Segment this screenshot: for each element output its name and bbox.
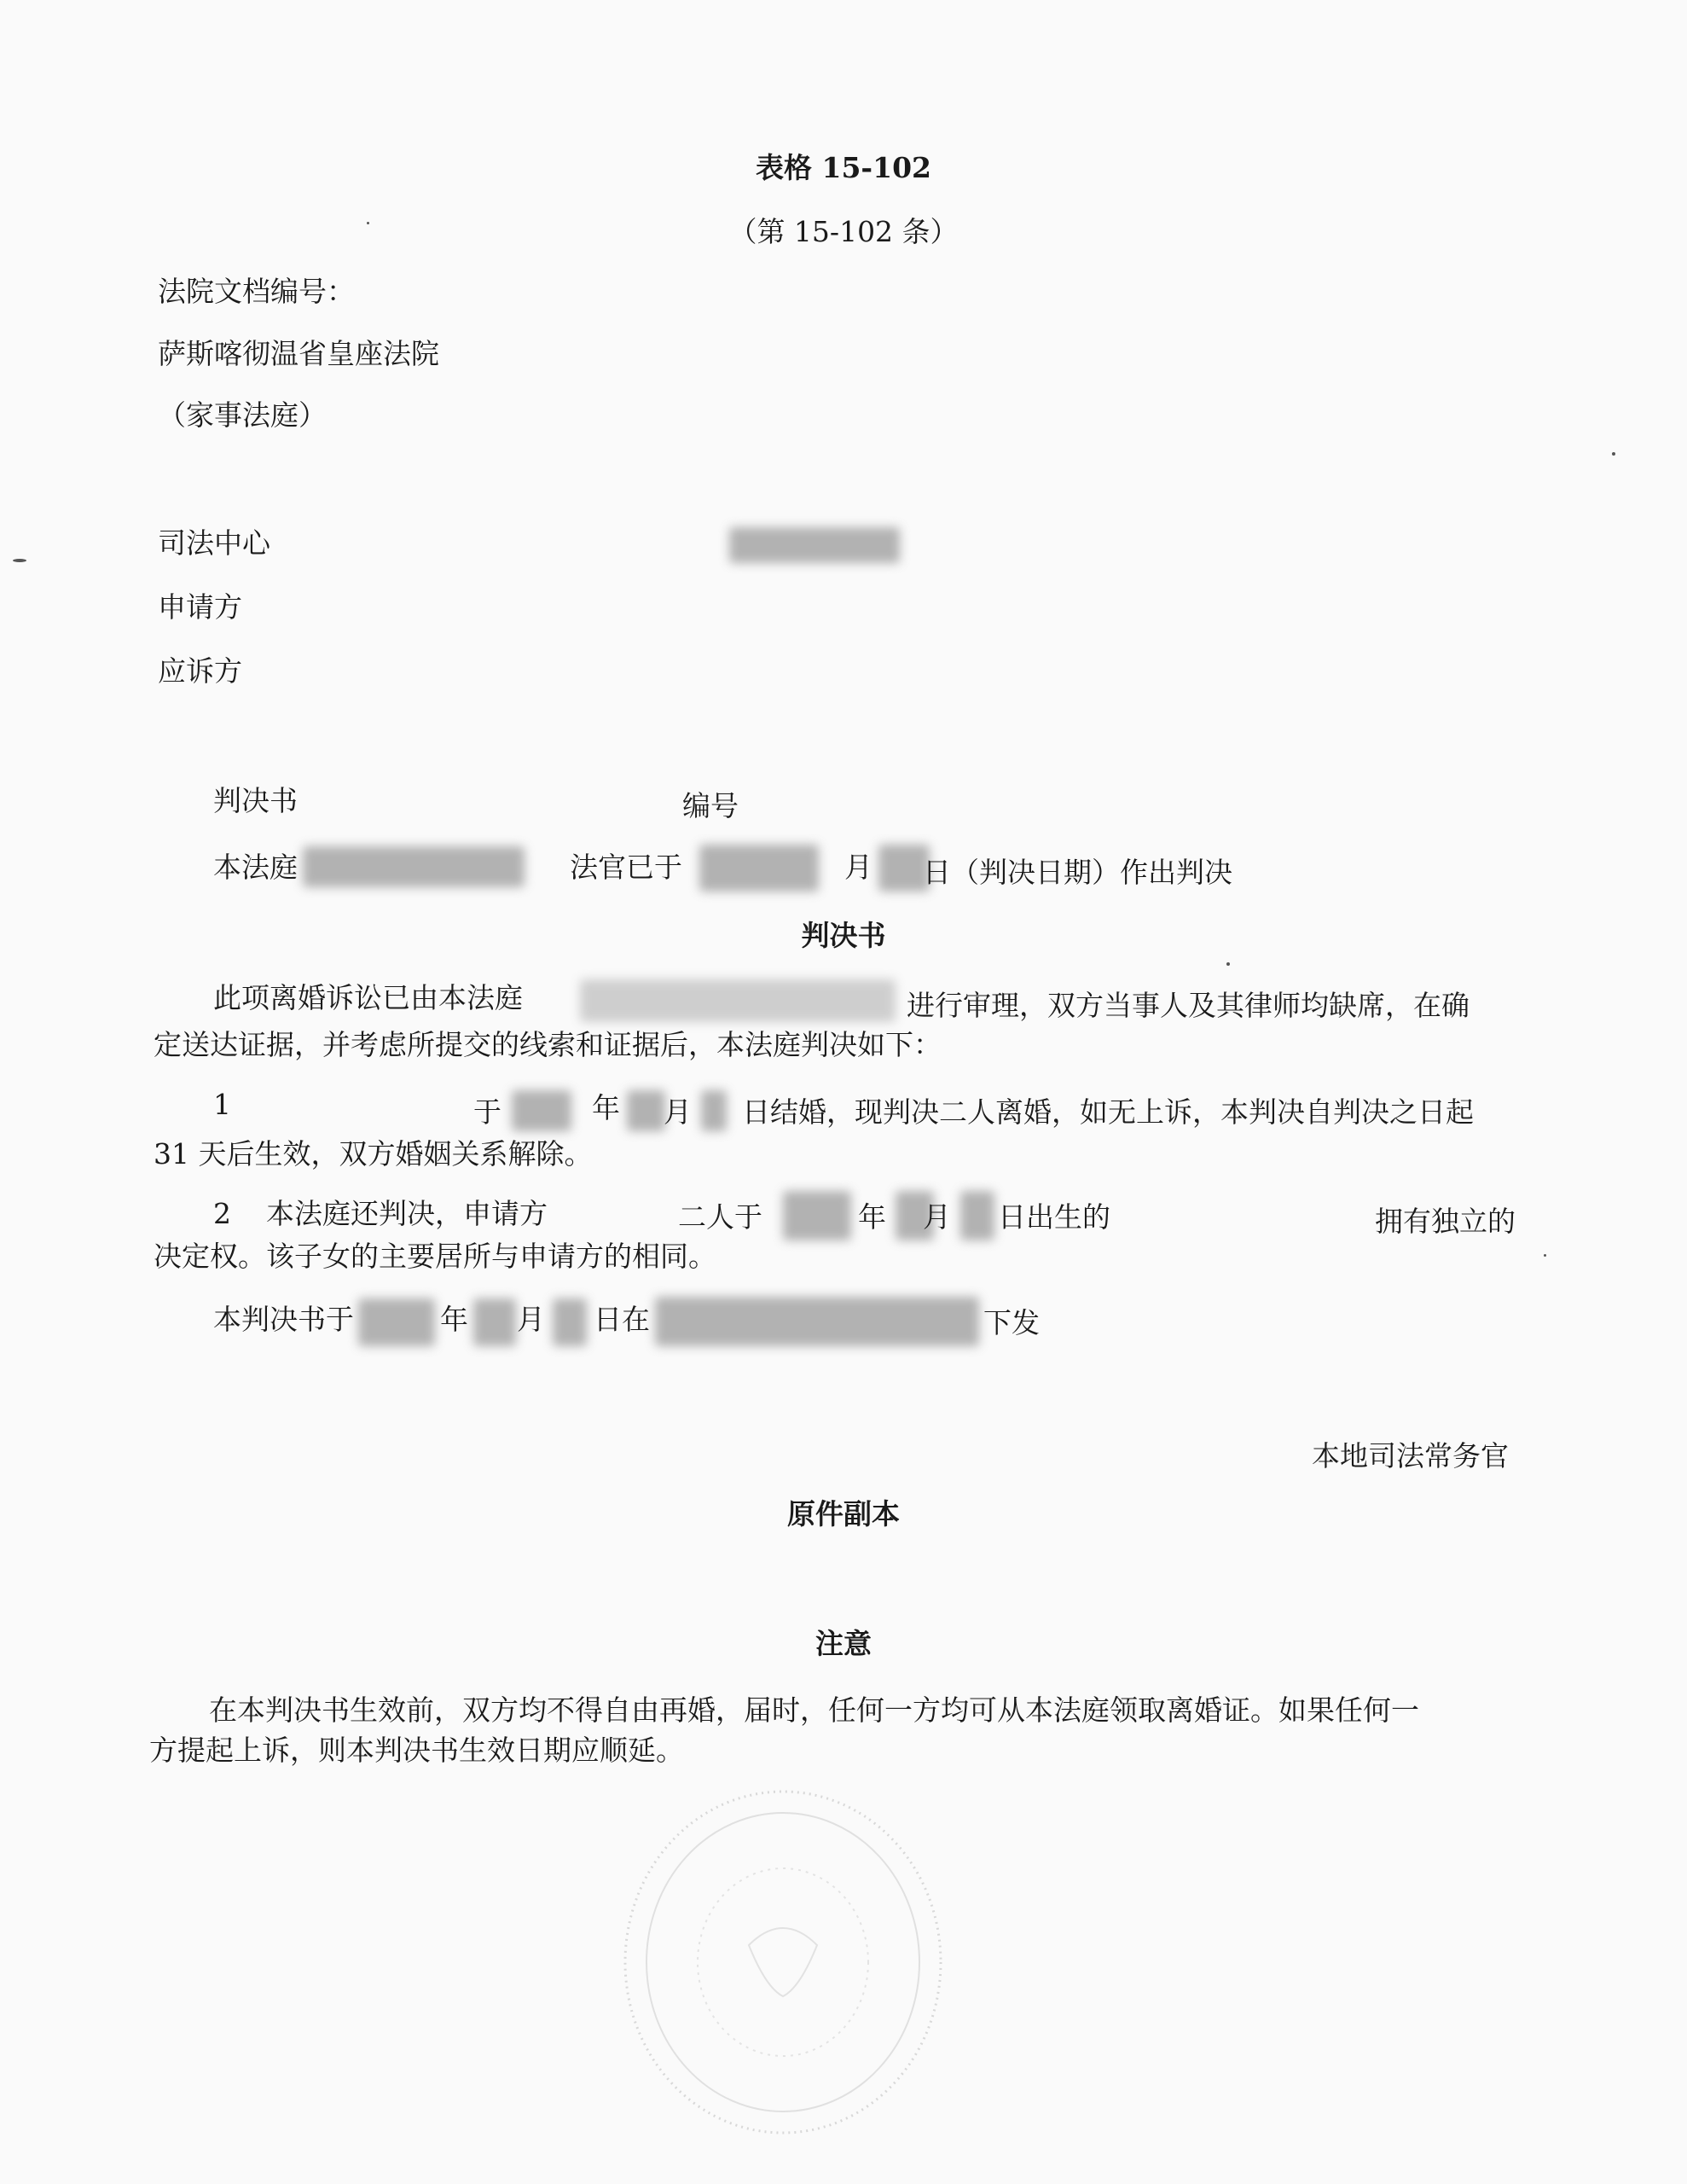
- court-name: 萨斯喀彻温省皇座法院: [158, 337, 439, 370]
- redacted-birth-year: [783, 1191, 851, 1240]
- item2-month-char: 月: [923, 1200, 951, 1234]
- item1-line1-part-b: 日结婚，现判决二人离婚，如无上诉，本判决自判决之日起: [742, 1095, 1474, 1129]
- scan-speck: [1612, 452, 1615, 456]
- redacted-court-location: [303, 846, 525, 887]
- item1-line2: 31 天后生效，双方婚姻关系解除。: [154, 1137, 593, 1170]
- item2-year-char: 年: [858, 1200, 886, 1234]
- redacted-judgment-day: [878, 845, 930, 892]
- judge-text: 法官已于: [570, 851, 682, 884]
- judgment-label: 判决书: [213, 784, 298, 817]
- item2-line2: 决定权。该子女的主要居所与申请方的相同。: [154, 1240, 716, 1273]
- issued-year-char: 年: [440, 1303, 468, 1336]
- redacted-marriage-day: [701, 1090, 727, 1131]
- item2-number: 2: [213, 1197, 231, 1230]
- issued-line-suffix: 日（判决日期）作出判决: [923, 856, 1232, 889]
- item2-line1-part-a: 本法庭还判决，申请方: [266, 1197, 548, 1230]
- judgment-number-label: 编号: [682, 789, 739, 822]
- issued-place-suffix: 下发: [983, 1306, 1040, 1339]
- redacted-marriage-year: [512, 1090, 571, 1131]
- item1-month-char: 月: [664, 1095, 692, 1129]
- issued-line-prefix: 本法庭: [213, 851, 298, 884]
- redacted-issue-place: [655, 1297, 979, 1346]
- form-title: 表格 15-102: [756, 151, 931, 184]
- intro-line1-part-a: 此项离婚诉讼已由本法庭: [213, 981, 523, 1014]
- redacted-hearing-location: [580, 979, 896, 1022]
- notice-heading: 注意: [815, 1627, 872, 1660]
- respondent-label: 应诉方: [158, 654, 242, 688]
- court-file-number-label: 法院文档编号：: [158, 275, 355, 308]
- redacted-issue-year: [358, 1298, 435, 1346]
- redacted-birth-day: [960, 1191, 994, 1240]
- scan-speck: [13, 559, 26, 562]
- judicial-centre-label: 司法中心: [158, 526, 270, 560]
- rule-reference: （第 15-102 条）: [728, 215, 959, 248]
- item2-line1-part-c: 日出生的: [998, 1200, 1110, 1234]
- issued-month-char-2: 月: [517, 1303, 545, 1336]
- issued-place-prefix: 本判决书于: [213, 1303, 354, 1336]
- scan-speck: [1226, 962, 1230, 966]
- intro-line2: 定送达证据，并考虑所提交的线索和证据后，本法庭判决如下：: [154, 1028, 942, 1061]
- item1-year-char: 年: [592, 1091, 620, 1124]
- judgment-heading: 判决书: [801, 919, 886, 952]
- issued-day-text: 日在: [594, 1303, 650, 1336]
- intro-line1-part-b: 进行审理，双方当事人及其律师均缺席，在确: [907, 989, 1470, 1022]
- item1-line1-part-a: 于: [473, 1095, 501, 1129]
- petitioner-label: 申请方: [158, 590, 242, 624]
- issued-month-char: 月: [844, 851, 872, 884]
- redacted-issue-month: [473, 1298, 516, 1346]
- item1-number: 1: [213, 1088, 231, 1121]
- redacted-judgment-year: [699, 845, 819, 892]
- signatory-title: 本地司法常务官: [1312, 1439, 1509, 1472]
- court-division: （家事法庭）: [158, 398, 327, 432]
- original-copy-label: 原件副本: [787, 1497, 900, 1531]
- redacted-issue-day: [553, 1298, 587, 1346]
- notice-line2: 方提起上诉，则本判决书生效日期应顺延。: [149, 1734, 684, 1767]
- item2-line1-part-b: 二人于: [678, 1200, 762, 1234]
- redacted-marriage-month: [627, 1090, 665, 1131]
- scan-speck: [1544, 1254, 1546, 1257]
- notice-line1: 在本判决书生效前，双方均不得自由再婚，届时，任何一方均可从本法庭领取离婚证。如果任何一: [209, 1693, 1419, 1727]
- redacted-judicial-centre: [729, 527, 900, 563]
- item2-line1-part-d: 拥有独立的: [1375, 1205, 1516, 1238]
- embossed-seal: [612, 1783, 954, 2141]
- scan-speck: [367, 222, 369, 224]
